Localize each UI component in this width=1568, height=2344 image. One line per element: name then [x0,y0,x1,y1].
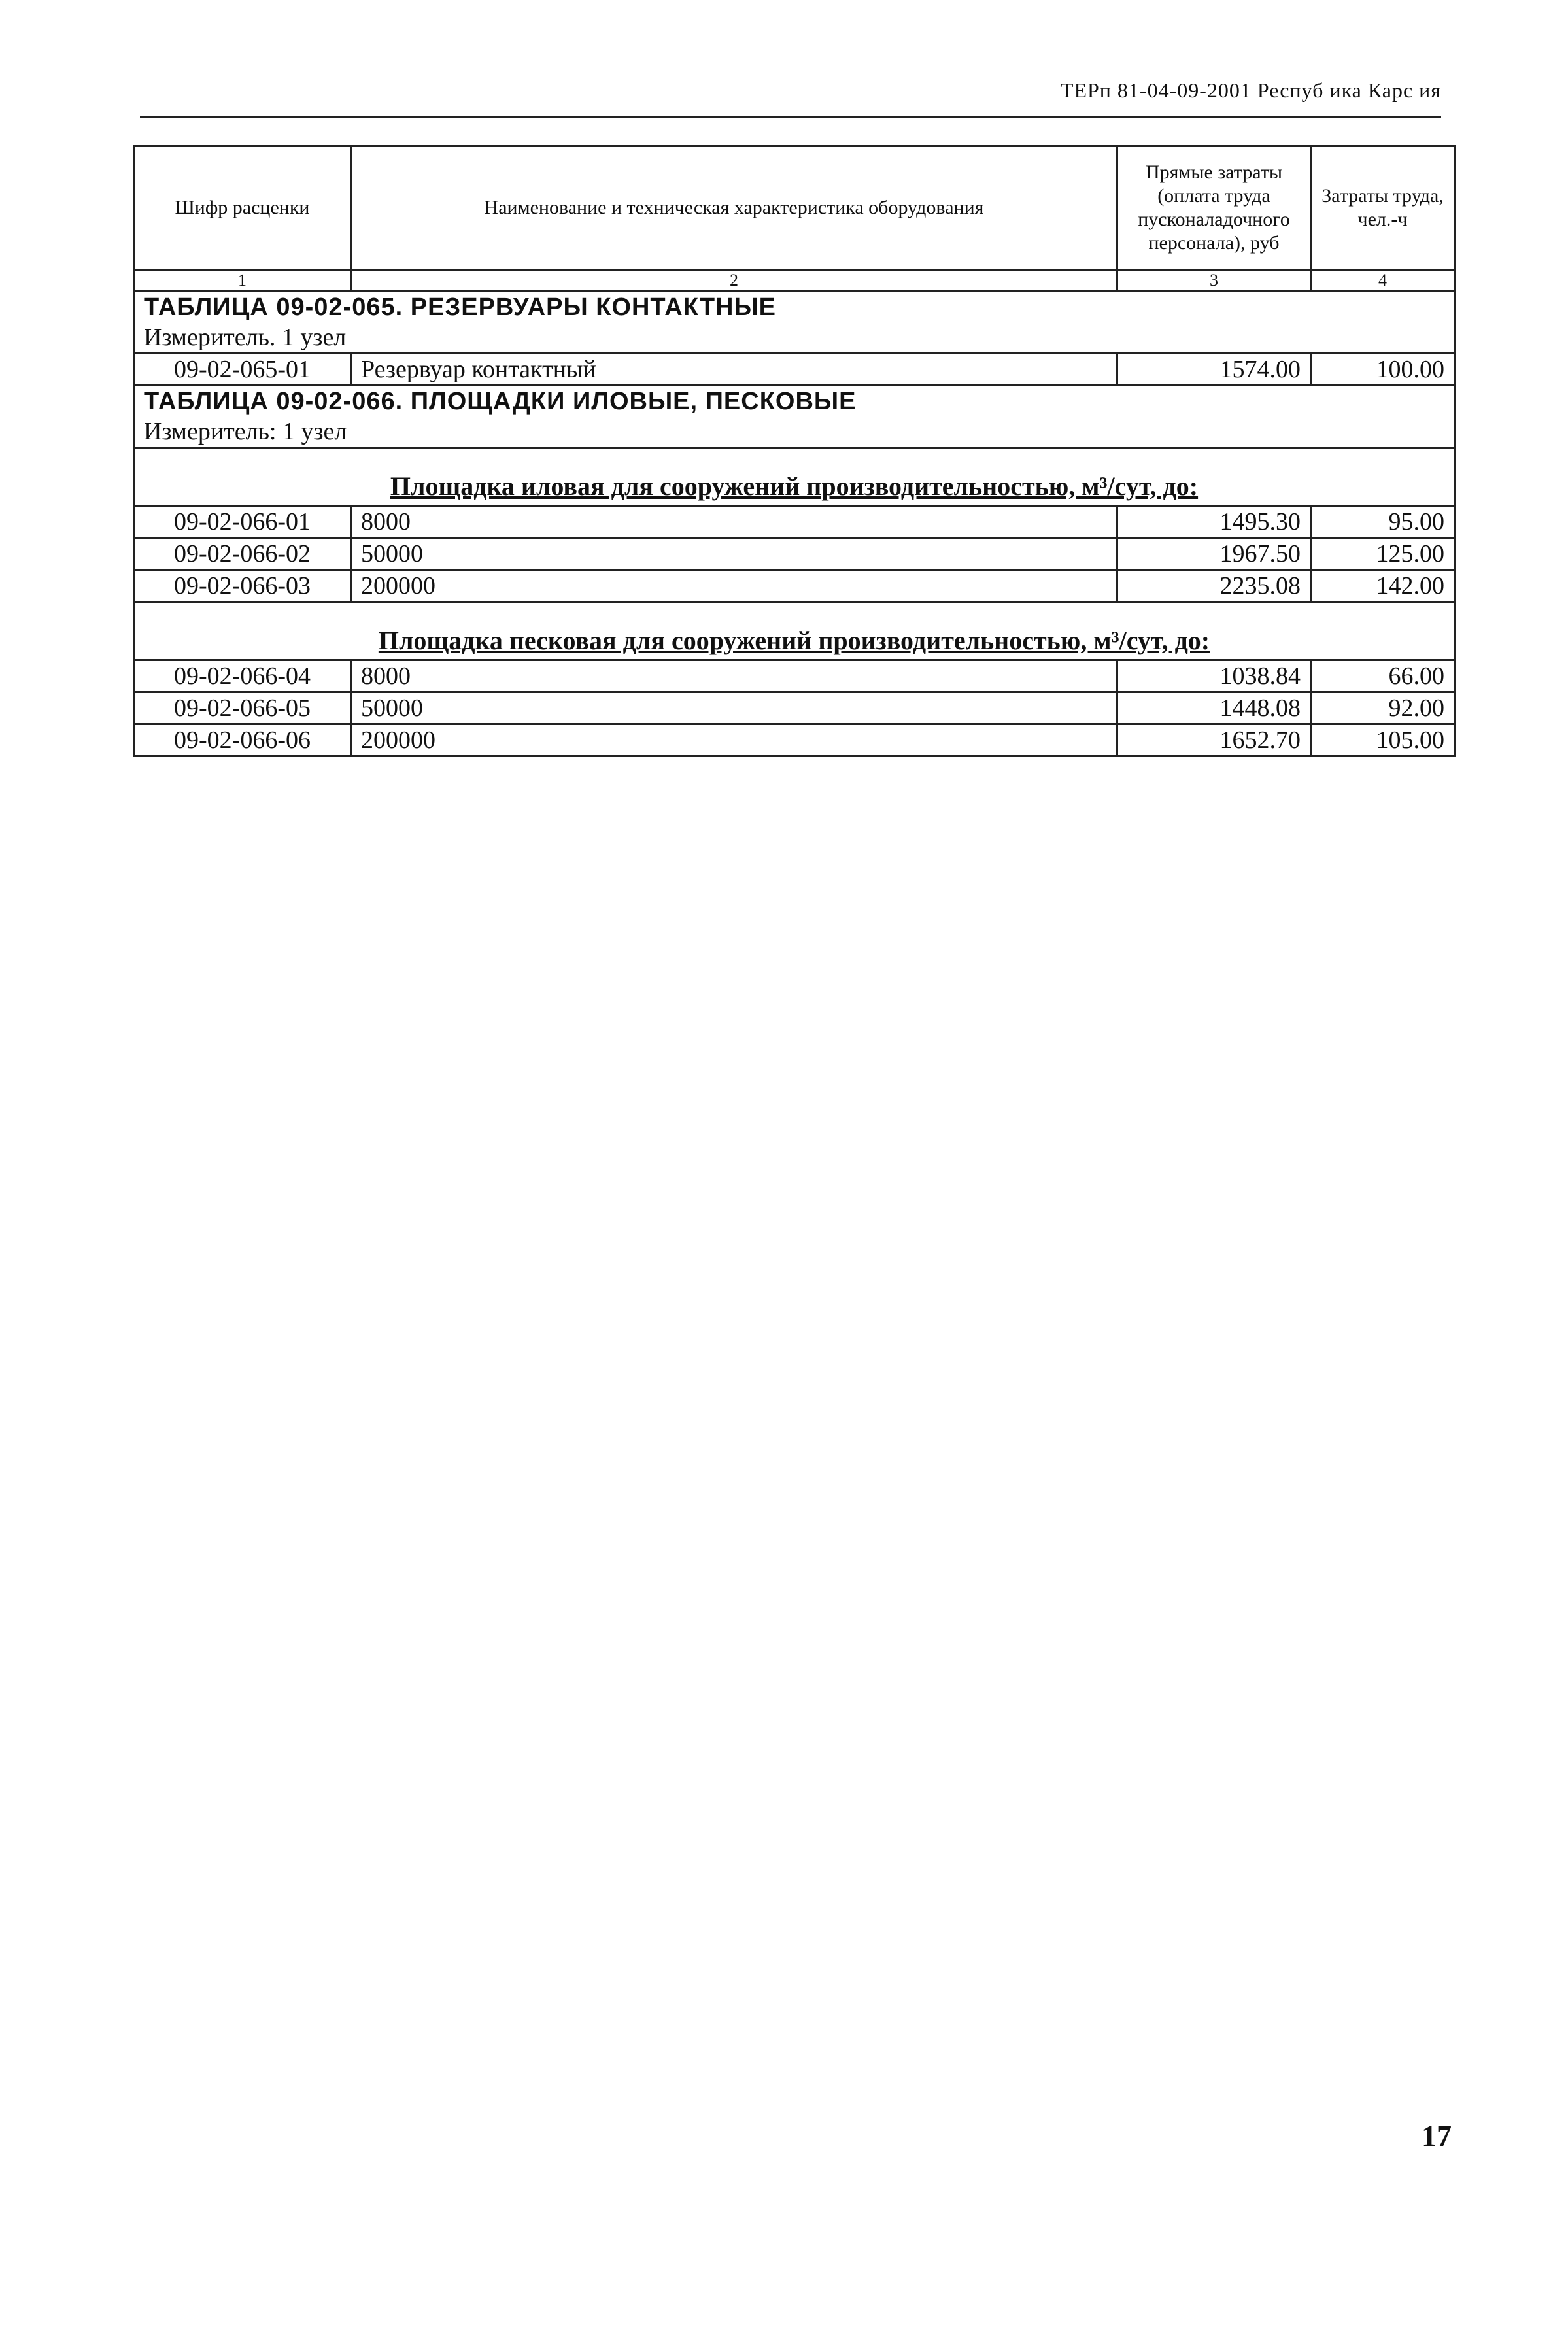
subheading-row [134,448,1455,506]
rate-code: 09-02-066-03 [134,570,351,602]
table-row [134,570,1455,602]
table-row [134,724,1455,756]
labor-cost: 105.00 [1311,724,1455,756]
column-number: 2 [351,270,1117,292]
column-number: 3 [1117,270,1311,292]
rate-code: 09-02-066-05 [134,692,351,724]
labor-cost: 92.00 [1311,692,1455,724]
direct-cost: 1574.00 [1117,354,1311,386]
column-header-code: Шифр расценки [134,146,351,270]
table-row [134,692,1455,724]
labor-cost: 100.00 [1311,354,1455,386]
rate-code: 09-02-066-01 [134,506,351,538]
direct-cost: 2235.08 [1117,570,1311,602]
section-title-row [134,386,1455,417]
labor-cost: 95.00 [1311,506,1455,538]
column-header-labor: Затраты труда, чел.-ч [1311,146,1455,270]
table-row [134,506,1455,538]
section-title-row [134,292,1455,323]
column-number-row [134,270,1455,292]
header-divider [140,116,1441,118]
section-meter-row [134,416,1455,448]
table-header-row [134,146,1455,270]
direct-cost: 1967.50 [1117,538,1311,570]
subheading-row [134,602,1455,660]
table-row [134,354,1455,386]
section-meter: Измеритель. 1 узел [144,324,347,351]
running-title: ТЕРп 81-04-09-2001 Респуб ика Карс ия [1060,78,1441,102]
table-row [134,660,1455,692]
equipment-name: 50000 [351,538,1117,570]
equipment-name: Резервуар контактный [351,354,1117,386]
column-header-name: Наименование и техническая характеристика оборудования [351,146,1117,270]
equipment-name: 8000 [351,506,1117,538]
direct-cost: 1038.84 [1117,660,1311,692]
subheading: Площадка песковая для сооружений производительностью, м³/сут, до: [378,626,1210,655]
rate-code: 09-02-066-02 [134,538,351,570]
equipment-name: 50000 [351,692,1117,724]
rate-code: 09-02-065-01 [134,354,351,386]
section-title: ТАБЛИЦА 09-02-066. ПЛОЩАДКИ ИЛОВЫЕ, ПЕСКОВЫЕ [144,388,857,415]
price-table [133,145,1456,757]
section-meter: Измеритель: 1 узел [144,418,347,445]
labor-cost: 66.00 [1311,660,1455,692]
equipment-name: 200000 [351,724,1117,756]
table-row [134,538,1455,570]
section-title: ТАБЛИЦА 09-02-065. РЕЗЕРВУАРЫ КОНТАКТНЫЕ [144,294,777,321]
column-number: 4 [1311,270,1455,292]
labor-cost: 125.00 [1311,538,1455,570]
column-header-direct-cost: Прямые затраты (оплата труда пусконаладочного персонала), руб [1117,146,1311,270]
rate-code: 09-02-066-06 [134,724,351,756]
direct-cost: 1652.70 [1117,724,1311,756]
direct-cost: 1448.08 [1117,692,1311,724]
equipment-name: 8000 [351,660,1117,692]
labor-cost: 142.00 [1311,570,1455,602]
equipment-name: 200000 [351,570,1117,602]
section-meter-row [134,322,1455,354]
direct-cost: 1495.30 [1117,506,1311,538]
page-number: 17 [1422,2119,1452,2152]
rate-code: 09-02-066-04 [134,660,351,692]
column-number: 1 [134,270,351,292]
subheading: Площадка иловая для сооружений производительностью, м³/сут, до: [390,471,1199,501]
